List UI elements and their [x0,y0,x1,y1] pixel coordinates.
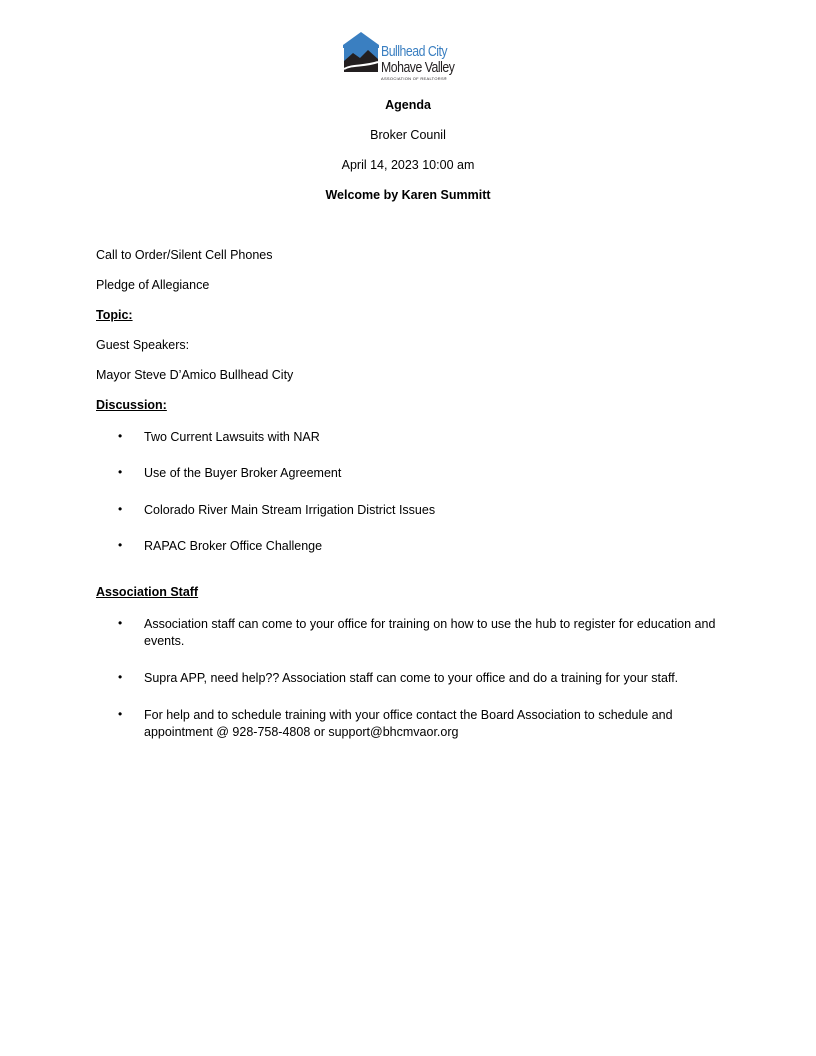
bullet-icon: • [118,616,123,630]
bullet-icon: • [118,502,123,516]
logo-text-line2: Mohave Valley [381,59,455,76]
logo-text-line1: Bullhead City [381,43,448,60]
house-mountain-icon [341,31,381,75]
bullet-icon: • [118,538,123,552]
meeting-name: Broker Counil [370,128,446,142]
staff-item-text: For help and to schedule training with your office contact the Board Association to schedule and appointment @ 928-758-4808 or support@bhcmvaor.org [144,708,673,739]
discussion-heading: Discussion: [96,398,167,412]
discussion-item-text: Use of the Buyer Broker Agreement [144,466,342,480]
bullet-icon: • [118,465,123,479]
meeting-datetime: April 14, 2023 10:00 am [341,158,475,172]
page-title: Agenda [385,98,431,112]
association-staff-heading: Association Staff [96,585,199,599]
association-logo [341,31,471,89]
bullet-icon: • [118,670,123,684]
discussion-item-text: Colorado River Main Stream Irrigation District Issues [144,503,436,517]
topic-heading: Topic: [96,308,133,322]
discussion-item-text: RAPAC Broker Office Challenge [144,539,323,553]
staff-item-text: Supra APP, need help?? Association staff can come to your office and do a training for your staff. [144,671,679,685]
discussion-item-text: Two Current Lawsuits with NAR [144,430,320,444]
staff-item-text: Association staff can come to your office for training on how to use the hub to register for education and events. [144,617,716,648]
pledge-of-allegiance: Pledge of Allegiance [96,278,210,292]
bullet-icon: • [118,429,123,443]
welcome-line: Welcome by Karen Summitt [325,188,491,202]
call-to-order: Call to Order/Silent Cell Phones [96,248,273,262]
guest-speakers-label: Guest Speakers: [96,338,190,352]
bullet-icon: • [118,707,123,721]
guest-speaker-name: Mayor Steve D’Amico Bullhead City [96,368,294,382]
logo-text-line3: ASSOCIATION OF REALTORS® [381,76,448,81]
